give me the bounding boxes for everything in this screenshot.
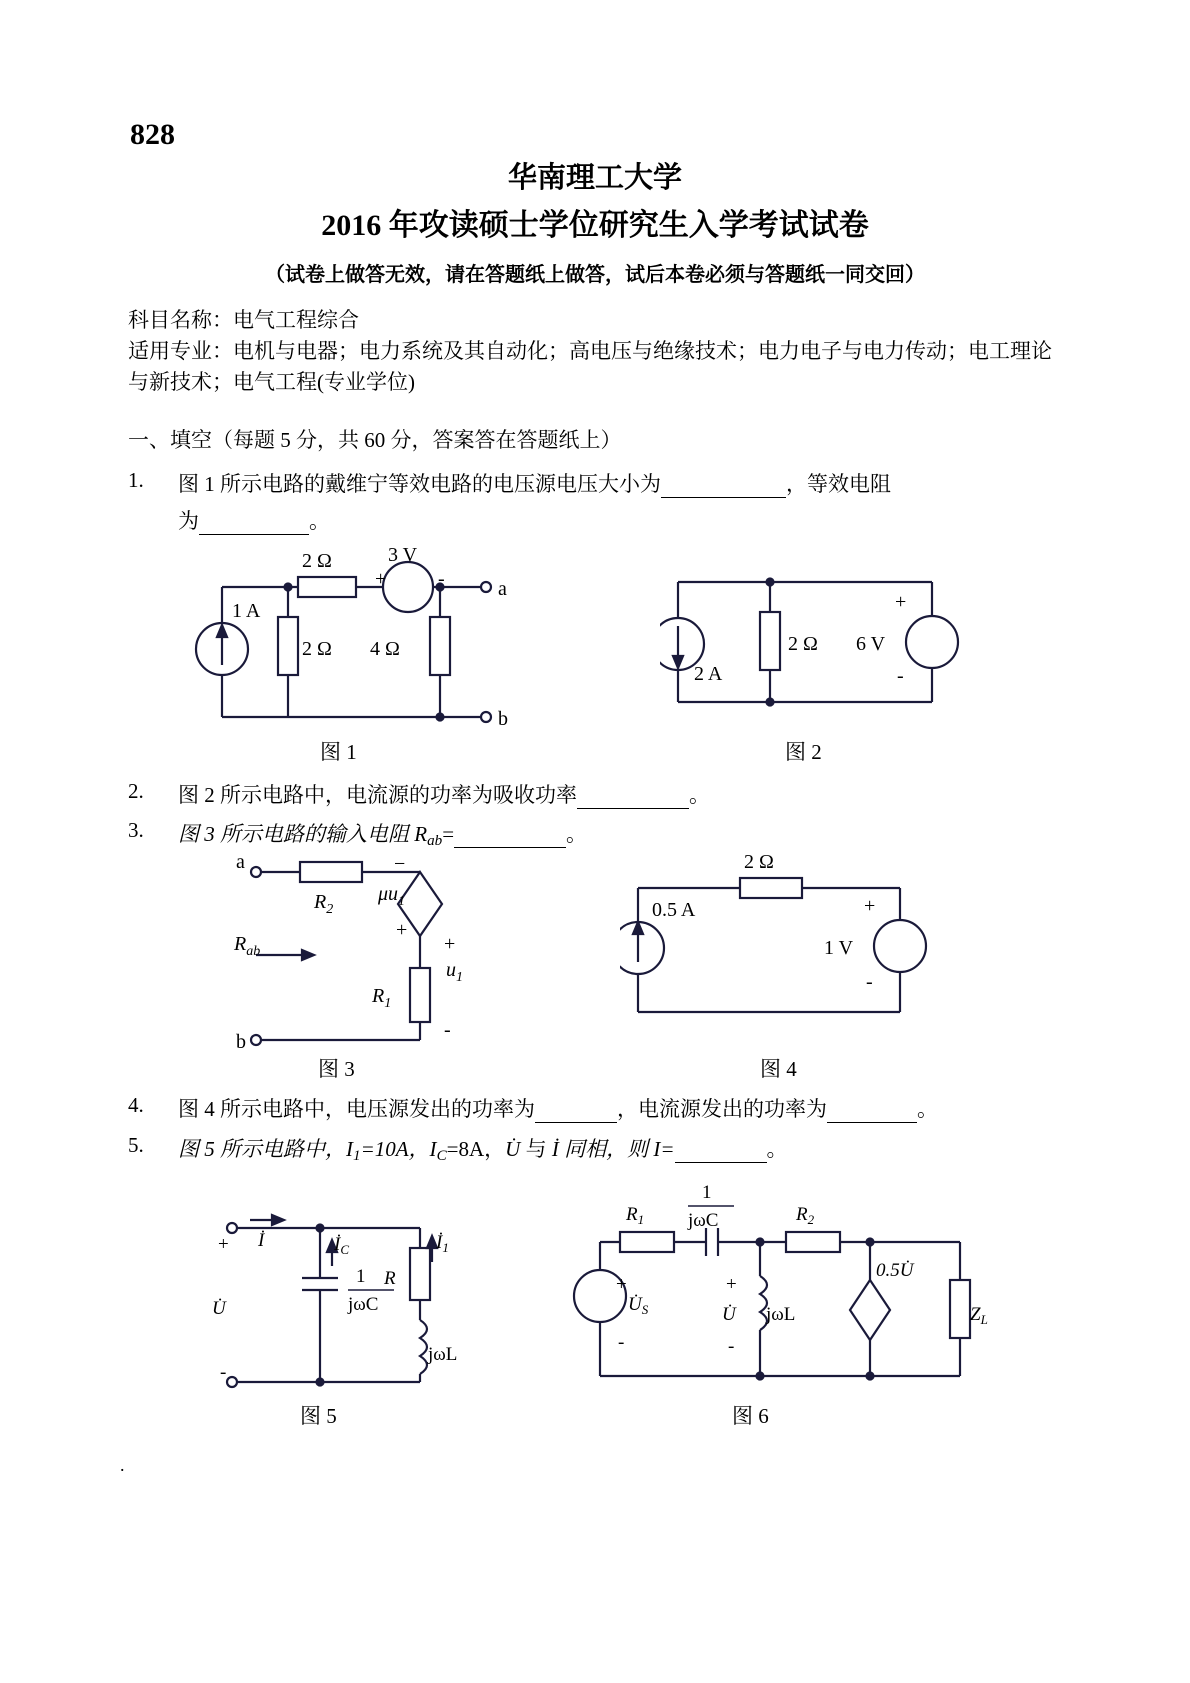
figure-6: [570, 1180, 990, 1410]
fig1-label-i-src: 1 A: [232, 600, 261, 622]
question-5-text-d: 与: [525, 1137, 547, 1161]
fig4-label-r: 2 Ω: [744, 851, 774, 873]
question-2-text-a: 图 2 所示电路中，电流源的功率为吸收功率: [178, 783, 577, 807]
fig5-label-l: jωL: [428, 1344, 458, 1365]
question-5-sub2: C: [436, 1147, 447, 1164]
question-1-text-c: 为: [178, 509, 199, 533]
fig4-label-i-src: 0.5 A: [652, 899, 696, 921]
subject-line: 科目名称：电气工程综合: [128, 308, 359, 332]
fig5-cap-den: jωC: [348, 1294, 379, 1315]
fig1-node-b: b: [498, 708, 508, 730]
fig6-label-l: jωL: [766, 1304, 796, 1325]
question-5-text-e: 同相，则 I=: [564, 1137, 675, 1161]
question-5-sub1: 1: [353, 1147, 361, 1164]
answer-blank-3[interactable]: [454, 822, 566, 848]
question-3-text-c: 。: [566, 822, 588, 846]
fig5-label-r: R: [384, 1268, 396, 1289]
question-1-number: 1.: [128, 468, 144, 492]
answer-blank-1a[interactable]: [661, 472, 786, 498]
fig6-label-us: $U̇_S$: [628, 1294, 649, 1317]
exam-code: 828: [130, 118, 175, 151]
question-3-number: 3.: [128, 818, 144, 842]
fig1-label-r-mid: 2 Ω: [302, 638, 332, 660]
fig5-label-i1: $İ_1$: [436, 1232, 449, 1255]
question-5-text-b: =10A，I: [360, 1137, 437, 1161]
figure-3: [228, 850, 548, 1060]
question-3-sub: ab: [427, 832, 443, 849]
question-5-phasor-u: U̇: [505, 1137, 521, 1161]
figure-2-caption: 图 2: [785, 740, 822, 764]
fig6-cap-num: 1: [702, 1182, 712, 1203]
question-5-text: [178, 1133, 788, 1165]
figure-1-caption: 图 1: [320, 740, 357, 764]
fig3-label-dep: $\mu u_1$: [378, 883, 406, 909]
fig3-label-u1: $u_1$: [446, 959, 463, 985]
fig1-label-v-src: 3 V: [388, 545, 418, 566]
svg-text:+: +: [895, 591, 907, 613]
fig3-label-r2: $R_2$: [314, 891, 334, 917]
question-2-number: 2.: [128, 779, 144, 803]
fig2-label-r: 2 Ω: [788, 633, 818, 655]
question-5-text-c: =8A，: [446, 1137, 506, 1161]
question-5-text-f: 。: [766, 1137, 788, 1161]
figure-2: [660, 560, 970, 720]
question-2-text: [178, 779, 710, 809]
fig3-node-a: a: [236, 851, 245, 873]
fig1-label-r-top: 2 Ω: [302, 550, 332, 572]
svg-text:-: -: [444, 1019, 451, 1041]
svg-text:-: -: [438, 568, 445, 590]
answer-blank-1b[interactable]: [199, 509, 309, 535]
question-1-line1: [178, 468, 891, 498]
question-5-text-a: 图 5 所示电路中，I: [178, 1137, 353, 1161]
section-heading: 一、填空（每题 5 分，共 60 分，答案答在答题纸上）: [128, 428, 622, 452]
svg-text:-: -: [728, 1336, 735, 1357]
fig4-label-v-src: 1 V: [824, 937, 854, 959]
fig6-label-u: U̇: [722, 1304, 736, 1325]
question-5-number: 5.: [128, 1133, 144, 1157]
svg-text:-: -: [220, 1362, 227, 1383]
question-4-number: 4.: [128, 1093, 144, 1117]
question-3-text-b: =: [442, 822, 455, 846]
answer-blank-2[interactable]: [577, 783, 689, 809]
question-4-text-c: 。: [917, 1097, 938, 1121]
figure-6-caption: 图 6: [732, 1404, 769, 1428]
answer-blank-4a[interactable]: [535, 1097, 617, 1123]
question-2-text-b: 。: [689, 783, 710, 807]
majors-line: 适用专业：电机与电器；电力系统及其自动化；高电压与绝缘技术；电力电子与电力传动；电工理论与新技术；电气工程(专业学位): [128, 339, 1052, 394]
question-4-text-a: 图 4 所示电路中，电压源发出的功率为: [178, 1097, 535, 1121]
question-4-text: [178, 1093, 938, 1123]
fig6-label-r2: $R_2$: [796, 1204, 815, 1227]
figure-4: [620, 850, 950, 1040]
figure-1: [190, 545, 570, 735]
fig6-label-r1: $R_1$: [626, 1204, 645, 1227]
fig5-label-u: U̇: [212, 1298, 226, 1319]
fig6-label-zl: $Z_L$: [970, 1304, 988, 1327]
fig5-label-i: İ: [258, 1230, 265, 1251]
svg-text:+: +: [864, 895, 876, 917]
svg-text:+: +: [375, 568, 387, 590]
answer-blank-4b[interactable]: [827, 1097, 917, 1123]
svg-text:+: +: [444, 933, 456, 955]
question-4-text-b: ，电流源发出的功率为: [617, 1097, 827, 1121]
figure-4-caption: 图 4: [760, 1057, 797, 1081]
question-1-text-a: 图 1 所示电路的戴维宁等效电路的电压源电压大小为: [178, 472, 661, 496]
fig2-label-i-src: 2 A: [694, 663, 723, 685]
fig3-label-rab: $R_{ab}$: [234, 933, 261, 959]
fig1-label-r-right: 4 Ω: [370, 638, 400, 660]
university-name: 华南理工大学: [507, 162, 682, 194]
figure-5: [210, 1210, 470, 1410]
svg-text:-: -: [866, 971, 873, 993]
fig5-label-ic: $İ_C$: [334, 1234, 349, 1257]
fig6-label-dep: 0.5U̇: [876, 1260, 914, 1281]
answer-blank-5[interactable]: [675, 1137, 767, 1163]
svg-text:+: +: [218, 1234, 229, 1255]
question-1-text-d: 。: [309, 509, 330, 533]
figure-3-caption: 图 3: [318, 1057, 355, 1081]
fig2-label-v-src: 6 V: [856, 633, 886, 655]
svg-text:-: -: [618, 1332, 625, 1353]
svg-text:-: -: [897, 665, 904, 687]
svg-text:+: +: [726, 1274, 737, 1295]
svg-text:+: +: [616, 1274, 627, 1295]
page-mark: .: [120, 1455, 125, 1475]
fig5-cap-num: 1: [356, 1266, 366, 1287]
svg-text:+: +: [396, 919, 408, 941]
fig3-label-r1: $R_1$: [372, 985, 392, 1011]
svg-text:−: −: [394, 853, 406, 875]
question-3-text-a: 图 3 所示电路的输入电阻 R: [178, 822, 428, 846]
exam-note: （试卷上做答无效，请在答题纸上做答，试后本卷必须与答题纸一同交回）: [265, 264, 925, 286]
fig1-node-a: a: [498, 578, 507, 600]
figure-5-caption: 图 5: [300, 1404, 337, 1428]
question-3-text: [178, 818, 587, 850]
fig3-node-b: b: [236, 1031, 246, 1053]
fig6-cap-den: jωC: [688, 1210, 719, 1231]
exam-title: 2016 年攻读硕士学位研究生入学考试试卷: [321, 209, 869, 242]
question-1-line2: [178, 505, 330, 535]
question-1-text-b: ，等效电阻: [786, 472, 891, 496]
question-5-phasor-i: İ: [551, 1137, 559, 1161]
